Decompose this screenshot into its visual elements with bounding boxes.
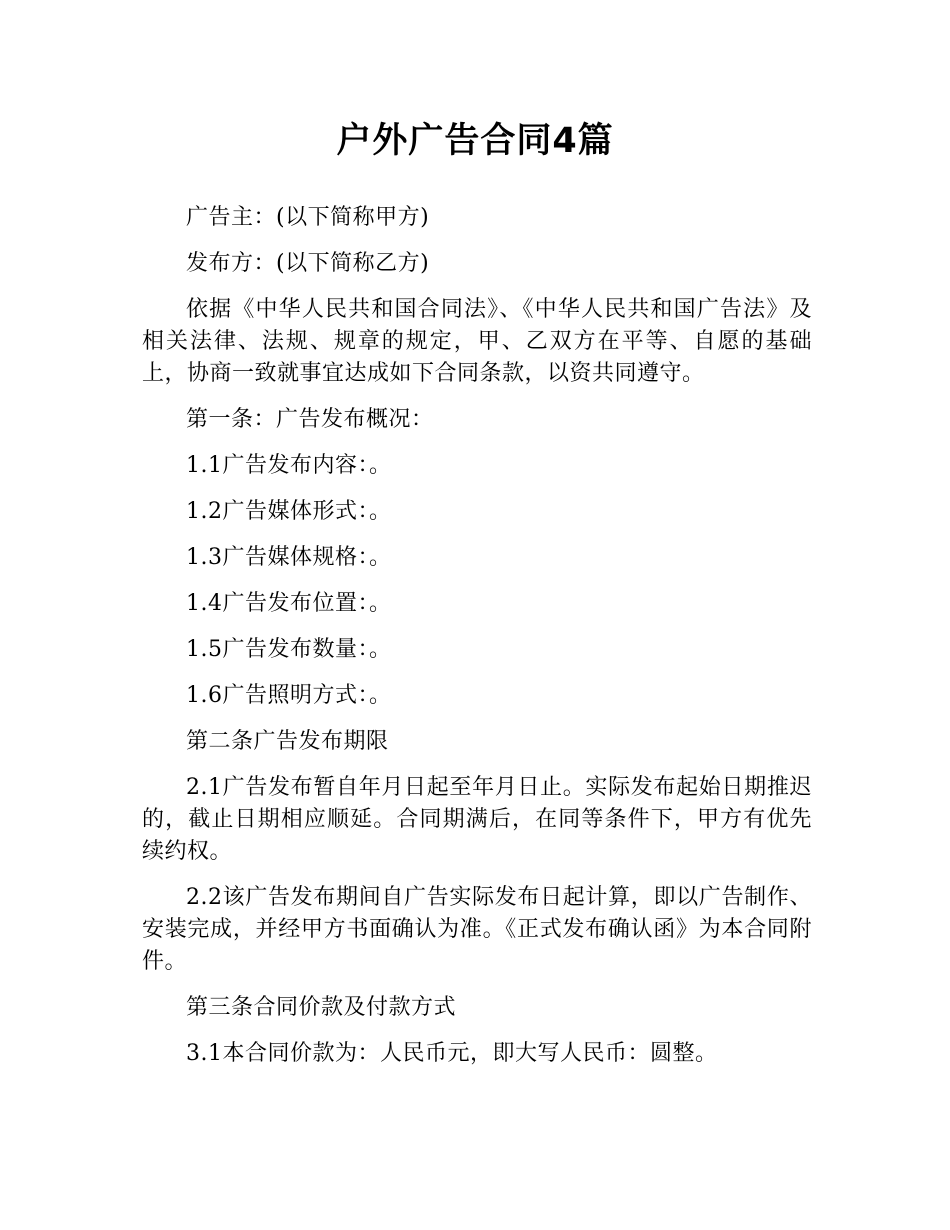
article-2-heading: 第二条广告发布期限 xyxy=(186,729,389,754)
clause-1-6: 1.6广告照明方式：。 xyxy=(186,683,392,708)
clause-1-1: 1.1广告发布内容：。 xyxy=(186,453,392,478)
clause-1-4: 1.4广告发布位置：。 xyxy=(186,591,392,616)
paragraph-advertiser: 广告主：(以下简称甲方) xyxy=(186,205,430,230)
paragraph-preamble: 依据《中华人民共和国合同法》、《中华人民共和国广告法》及相关法律、法规、规章的规定，甲、乙双方在平等、自愿的基础上，协商一致就事宜达成如下合同条款，以资共同遵守。 xyxy=(142,297,812,386)
clause-2-2: 2.2该广告发布期间自广告实际发布日起计算，即以广告制作、安装完成，并经甲方书面确认为准。《正式发布确认函》为本合同附件。 xyxy=(142,885,812,974)
clause-1-3: 1.3广告媒体规格：。 xyxy=(186,545,392,570)
paragraph-publisher: 发布方：(以下简称乙方) xyxy=(186,251,430,276)
clause-3-1: 3.1本合同价款为：人民币元，即大写人民币：圆整。 xyxy=(186,1041,718,1066)
article-1-heading: 第一条：广告发布概况： xyxy=(186,407,434,432)
clause-1-2: 1.2广告媒体形式：。 xyxy=(186,499,392,524)
document-body xyxy=(142,202,812,1084)
document-title: 户外广告合同4篇 xyxy=(336,121,614,161)
clause-1-5: 1.5广告发布数量：。 xyxy=(186,637,392,662)
article-3-heading: 第三条合同价款及付款方式 xyxy=(186,995,457,1020)
clause-2-1: 2.1广告发布暂自年月日起至年月日止。实际发布起始日期推迟的，截止日期相应顺延。合同期满后，在同等条件下，甲方有优先续约权。 xyxy=(142,775,812,864)
